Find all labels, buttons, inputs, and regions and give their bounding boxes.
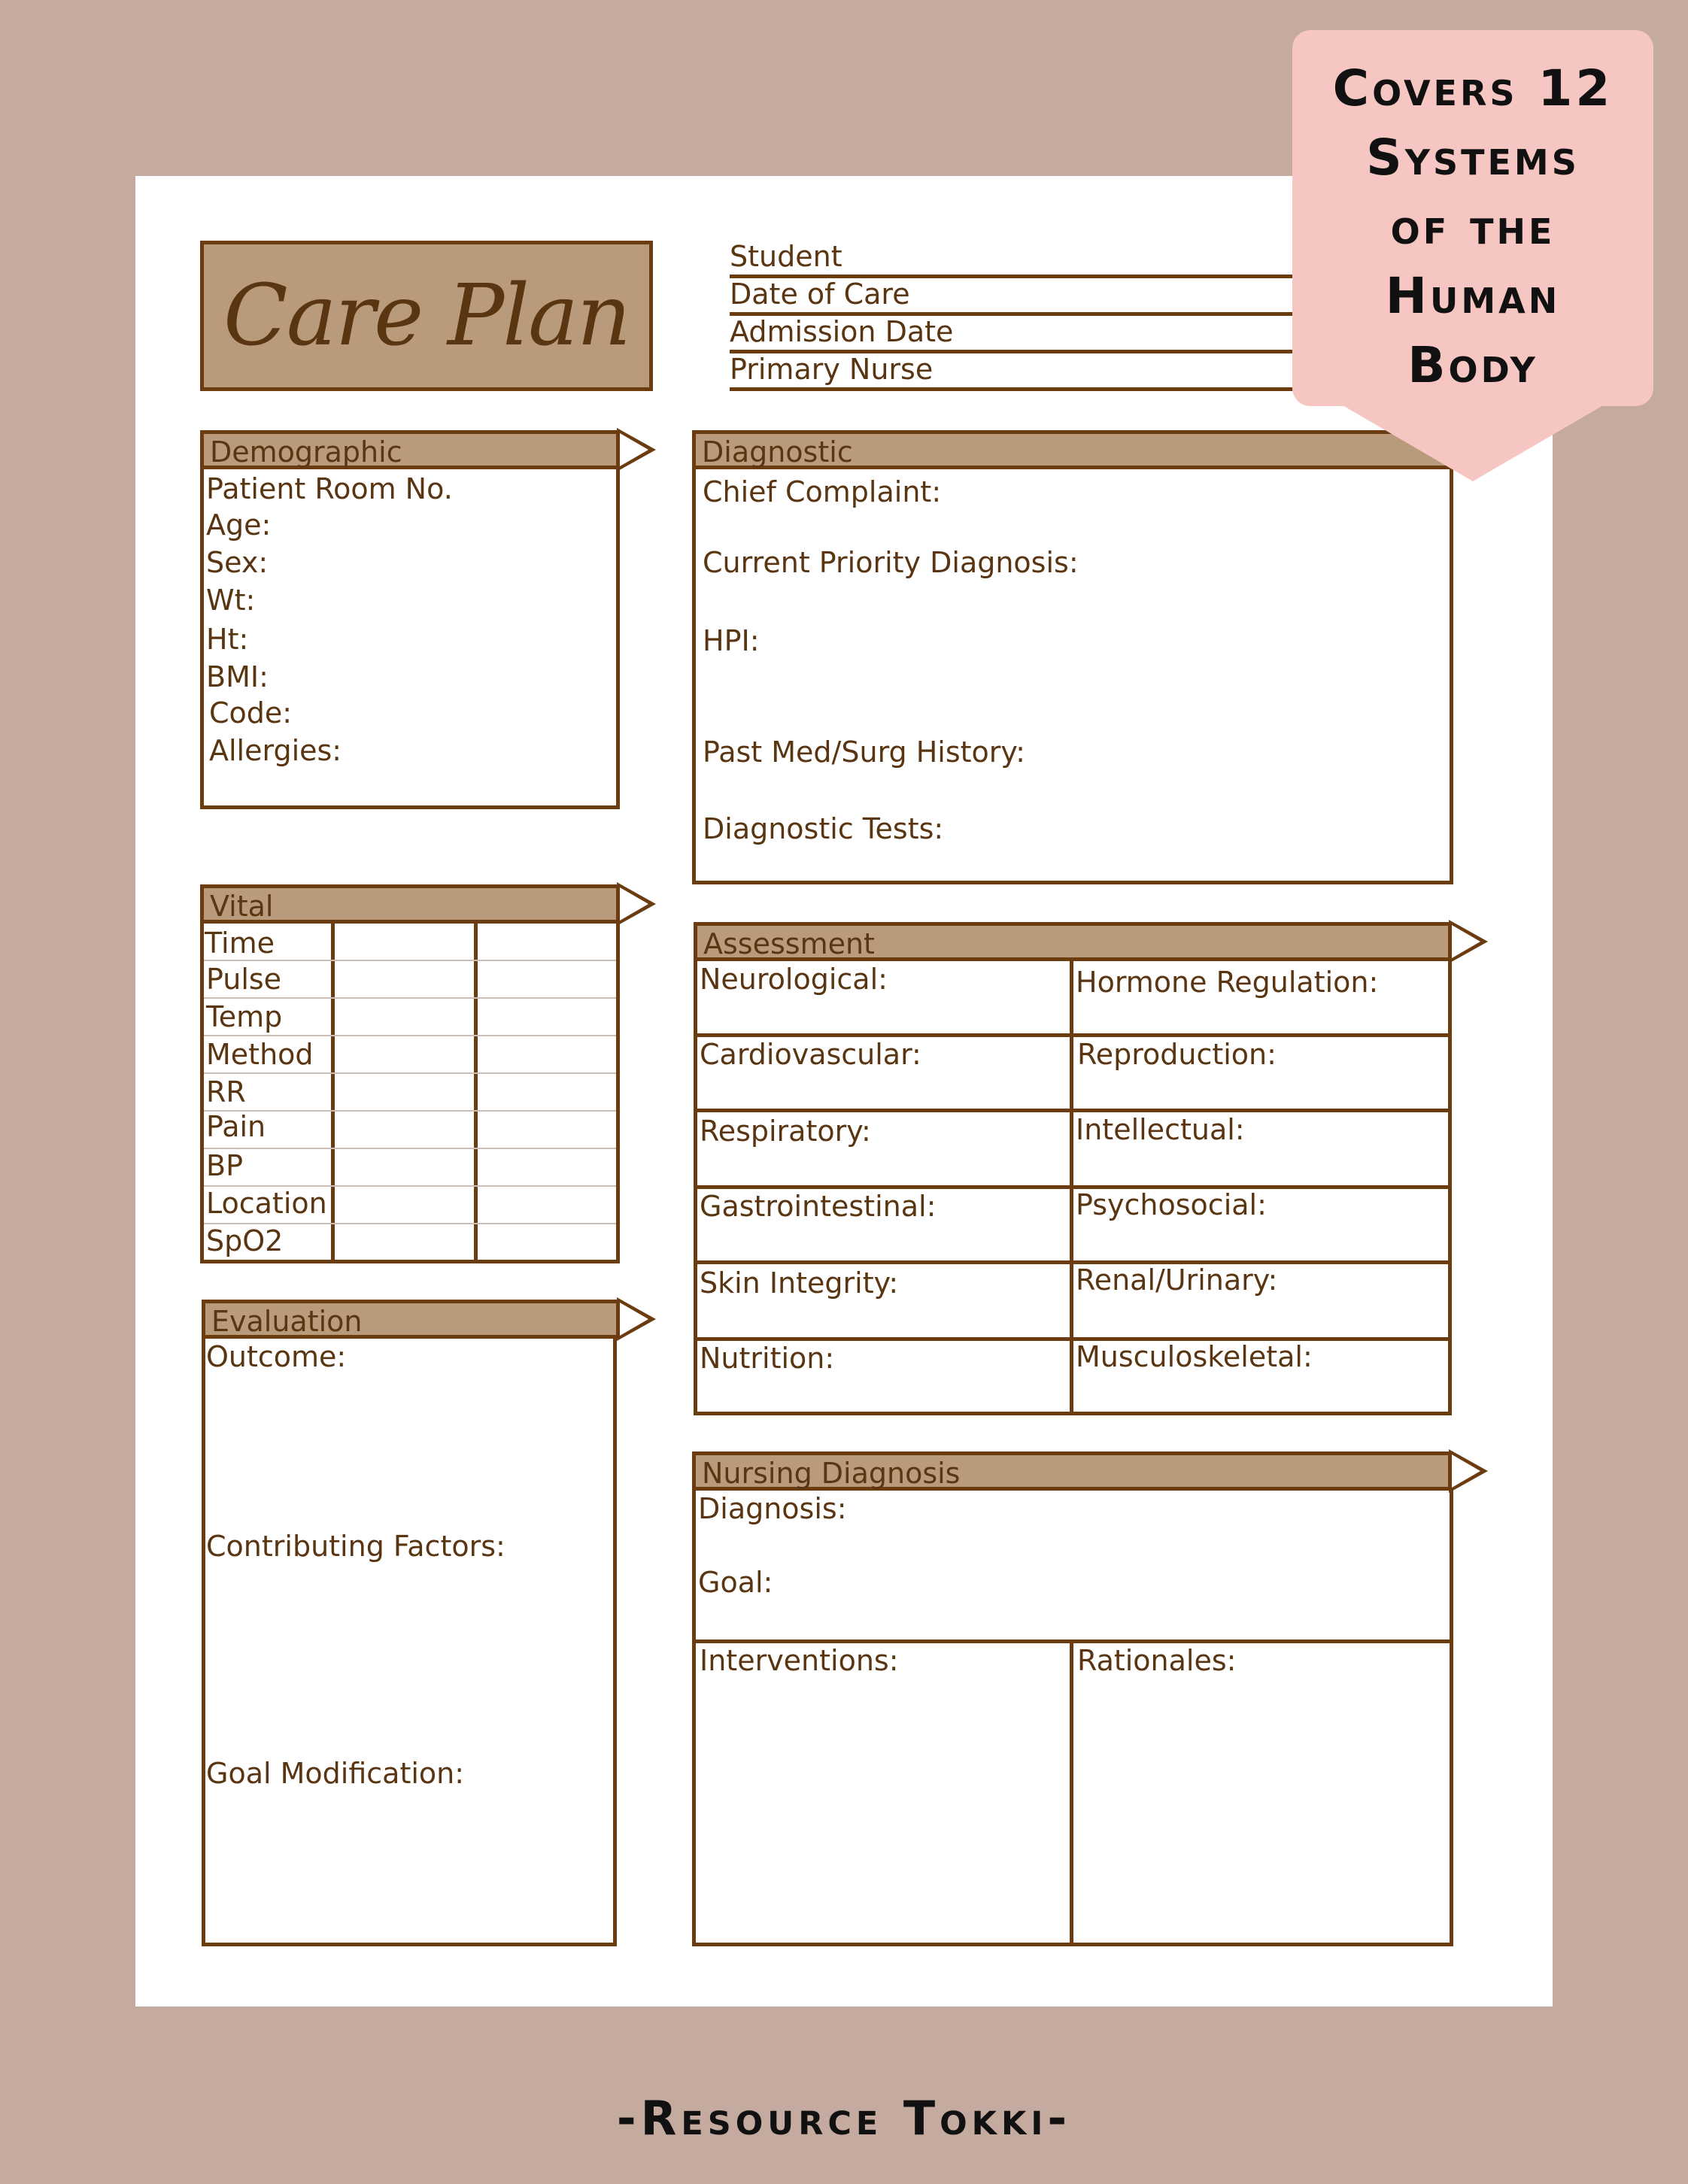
admission-date-label: Admission Date <box>730 315 954 348</box>
assessment-item-right: Psychosocial: <box>1076 1188 1267 1221</box>
vital-row-line <box>204 960 616 961</box>
badge-line: Human <box>1385 267 1561 325</box>
vital-row-line <box>204 1072 616 1074</box>
badge-line: Systems <box>1366 129 1580 187</box>
demographic-header <box>200 430 620 469</box>
assessment-row-line <box>694 1033 1452 1037</box>
vital-row-label: Pulse <box>206 963 282 996</box>
vital-row-label: Temp <box>206 1000 283 1033</box>
assessment-item-left: Skin Integrity: <box>700 1266 899 1300</box>
title-box <box>200 241 653 391</box>
demographic-item: Wt: <box>206 584 256 617</box>
vital-row-label: BP <box>206 1149 243 1182</box>
vital-row-line <box>204 1110 616 1112</box>
demographic-item: Sex: <box>206 546 269 579</box>
vital-row-label: RR <box>206 1075 246 1109</box>
demographic-item: Patient Room No. <box>206 472 453 505</box>
badge-line: Covers 12 <box>1332 59 1614 117</box>
vital-row-line <box>204 1148 616 1149</box>
interventions-label: Interventions: <box>700 1644 899 1677</box>
evaluation-item: Contributing Factors: <box>206 1530 505 1563</box>
student-label: Student <box>730 240 842 273</box>
diagnostic-item: Past Med/Surg History: <box>703 736 1025 769</box>
diagnostic-item: Diagnostic Tests: <box>703 812 944 845</box>
diagnostic-item: HPI: <box>703 624 760 657</box>
promo-badge-text <box>1292 54 1653 400</box>
rationales-label: Rationales: <box>1077 1644 1237 1677</box>
demographic-item: BMI: <box>206 660 269 693</box>
evaluation-header <box>202 1300 620 1339</box>
nursing-diagnosis-header <box>692 1451 1452 1491</box>
evaluation-header-label: Evaluation <box>211 1305 363 1338</box>
vital-row-line <box>204 1035 616 1036</box>
footer-brand: -Resource Tokki- <box>616 2091 1072 2146</box>
assessment-item-right: Renal/Urinary: <box>1076 1263 1278 1297</box>
assessment-item-left: Gastrointestinal: <box>700 1190 937 1223</box>
badge-line: Body <box>1407 336 1538 394</box>
evaluation-item: Outcome: <box>206 1340 347 1373</box>
assessment-header-label: Assessment <box>703 927 875 960</box>
assessment-item-right: Reproduction: <box>1077 1038 1277 1071</box>
vital-row-label: Method <box>206 1038 314 1071</box>
assessment-row-line <box>694 1109 1452 1112</box>
goal-label: Goal: <box>698 1566 773 1599</box>
assessment-header <box>694 922 1452 961</box>
vital-row-label: SpO2 <box>206 1224 284 1257</box>
diagnostic-item: Current Priority Diagnosis: <box>703 546 1079 579</box>
assessment-item-left: Cardiovascular: <box>700 1038 921 1071</box>
vital-header-label: Vital <box>210 890 274 923</box>
vital-row-label: Time <box>205 927 275 960</box>
diagnostic-item: Chief Complaint: <box>703 475 942 508</box>
diagnosis-label: Diagnosis: <box>698 1492 847 1525</box>
assessment-item-left: Nutrition: <box>700 1342 835 1375</box>
vital-row-label: Pain <box>206 1110 266 1143</box>
assessment-item-right: Hormone Regulation: <box>1076 966 1379 999</box>
vital-col-divider <box>474 922 478 1263</box>
demographic-header-label: Demographic <box>210 435 402 469</box>
demographic-item: Age: <box>206 508 272 541</box>
vital-header <box>200 884 620 924</box>
evaluation-item: Goal Modification: <box>206 1757 465 1790</box>
page-title: Care Plan <box>223 267 630 365</box>
date-of-care-label: Date of Care <box>730 278 910 311</box>
assessment-item-right: Musculoskeletal: <box>1076 1340 1313 1373</box>
diagnostic-header-label: Diagnostic <box>702 435 853 469</box>
assessment-item-left: Respiratory: <box>700 1115 871 1148</box>
demographic-item: Ht: <box>206 623 249 656</box>
assessment-row-line <box>694 1185 1452 1189</box>
assessment-row-line <box>694 1337 1452 1341</box>
assessment-row-line <box>694 1260 1452 1264</box>
nursing-col-divider <box>1070 1640 1073 1946</box>
vital-row-label: Location <box>206 1187 327 1220</box>
nursing-diagnosis-header-label: Nursing Diagnosis <box>702 1457 961 1490</box>
demographic-item: Allergies: <box>209 734 342 767</box>
demographic-item: Code: <box>209 696 293 730</box>
assessment-item-left: Neurological: <box>700 963 888 996</box>
vital-col-divider <box>331 922 335 1263</box>
vital-row-line <box>204 997 616 999</box>
assessment-item-right: Intellectual: <box>1076 1113 1245 1146</box>
badge-line: of the <box>1390 198 1556 256</box>
primary-nurse-label: Primary Nurse <box>730 353 934 386</box>
evaluation-box <box>202 1300 617 1946</box>
